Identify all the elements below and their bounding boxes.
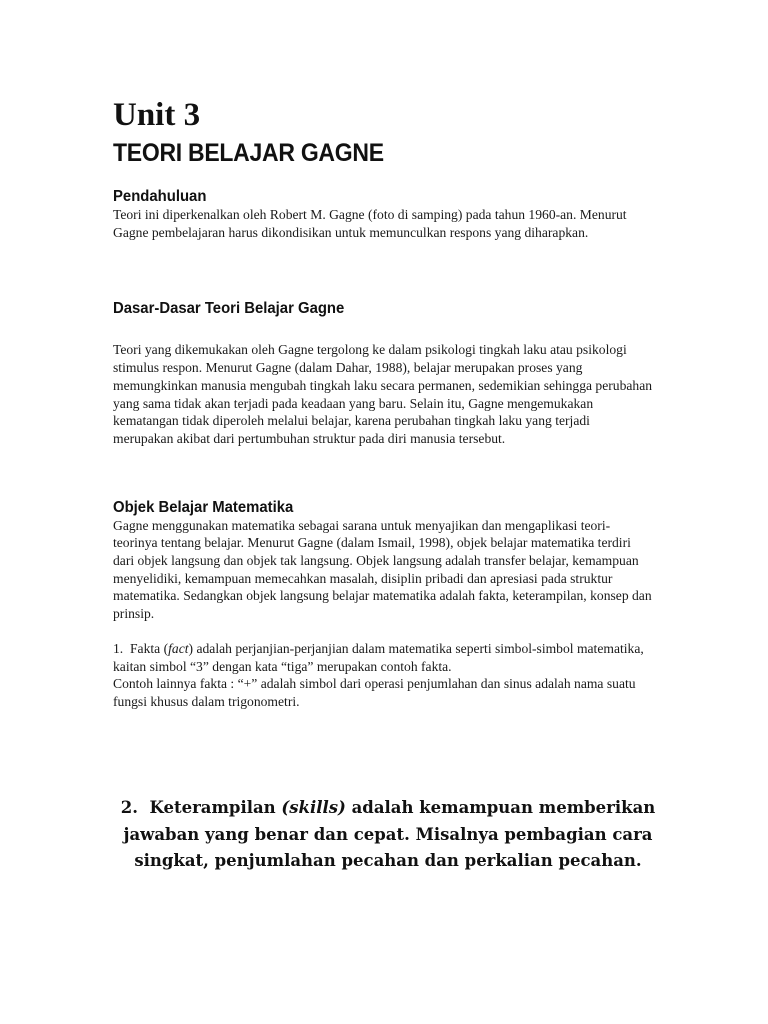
list-item-keterampilan: [108, 795, 668, 875]
keterampilan-term-italic: (skills): [281, 798, 346, 817]
fakta-example: Contoh lainnya fakta : “+” adalah simbol dari operasi penjumlahan dan sinus adalah nama suatu fungsi khusus dalam trigonometri.: [113, 676, 636, 709]
keterampilan-term: Keterampilan: [149, 798, 276, 817]
section-heading-dasar: Dasar-Dasar Teori Belajar Gagne: [113, 300, 345, 318]
list-item-fakta: [113, 640, 653, 711]
fakta-definition: [113, 640, 653, 675]
list-number: 1.: [113, 640, 124, 656]
fakta-term-italic: fact: [168, 640, 189, 656]
section-objek: [113, 498, 653, 623]
section-pendahuluan: [113, 187, 653, 241]
fakta-definition-text: ) adalah perjanjian-perjanjian dalam matematika seperti simbol-simbol matematika, kaitan simbol “3” dengan kata “tiga” merupakan contoh fakta.: [113, 640, 644, 674]
main-title: TEORI BELAJAR GAGNE: [113, 139, 384, 167]
keterampilan-definition: adalah kemampuan memberikan jawaban yang benar dan cepat. Misalnya pembagian cara singkat, penjumlahan pecahan dan perkalian pecahan.: [123, 798, 656, 870]
unit-title: Unit 3: [113, 97, 201, 133]
section-heading-pendahuluan: Pendahuluan: [113, 188, 207, 205]
document-page: [113, 96, 653, 711]
paragraph-pendahuluan: Teori ini diperkenalkan oleh Robert M. Gagne (foto di samping) pada tahun 1960-an. Menurut Gagne pembelajaran harus dikondisikan untuk memunculkan respons yang diharapkan.: [113, 207, 627, 240]
paragraph-objek: Gagne menggunakan matematika sebagai sarana untuk menyajikan dan mengaplikasi teori-teorinya tentang belajar. Menurut Gagne (dalam Ismail, 1998), objek belajar matematika terdiri dari objek langsung dan objek tak langsung. Objek langsung adalah transfer belajar, kemampuan menyelidiki, kemampuan memecahkan masalah, disiplin pribadi dan apresiasi pada struktur matematika. Sedangkan objek langsung belajar matematika adalah fakta, keterampilan, konsep dan prinsip.: [113, 517, 652, 622]
section-dasar: [113, 299, 653, 447]
fakta-term: Fakta (: [130, 640, 169, 656]
section-heading-objek: Objek Belajar Matematika: [113, 498, 294, 516]
paragraph-dasar: Teori yang dikemukakan oleh Gagne tergolong ke dalam psikologi tingkah laku atau psikologi stimulus respon. Menurut Gagne (dalam Dahar, 1988), belajar merupakan proses yang memungkinkan manusia mengubah tingkah laku secara permanen, sedemikian sehingga perubahan yang sama tidak akan terjadi pada keadaan yang baru. Selain itu, Gagne mengemukakan kematangan tidak diperoleh melalui belajar, karena perubahan tingkah laku yang terjadi merupakan akibat dari pertumbuhan struktur pada diri manusia tersebut.: [113, 342, 653, 446]
list-number: 2.: [120, 798, 138, 817]
